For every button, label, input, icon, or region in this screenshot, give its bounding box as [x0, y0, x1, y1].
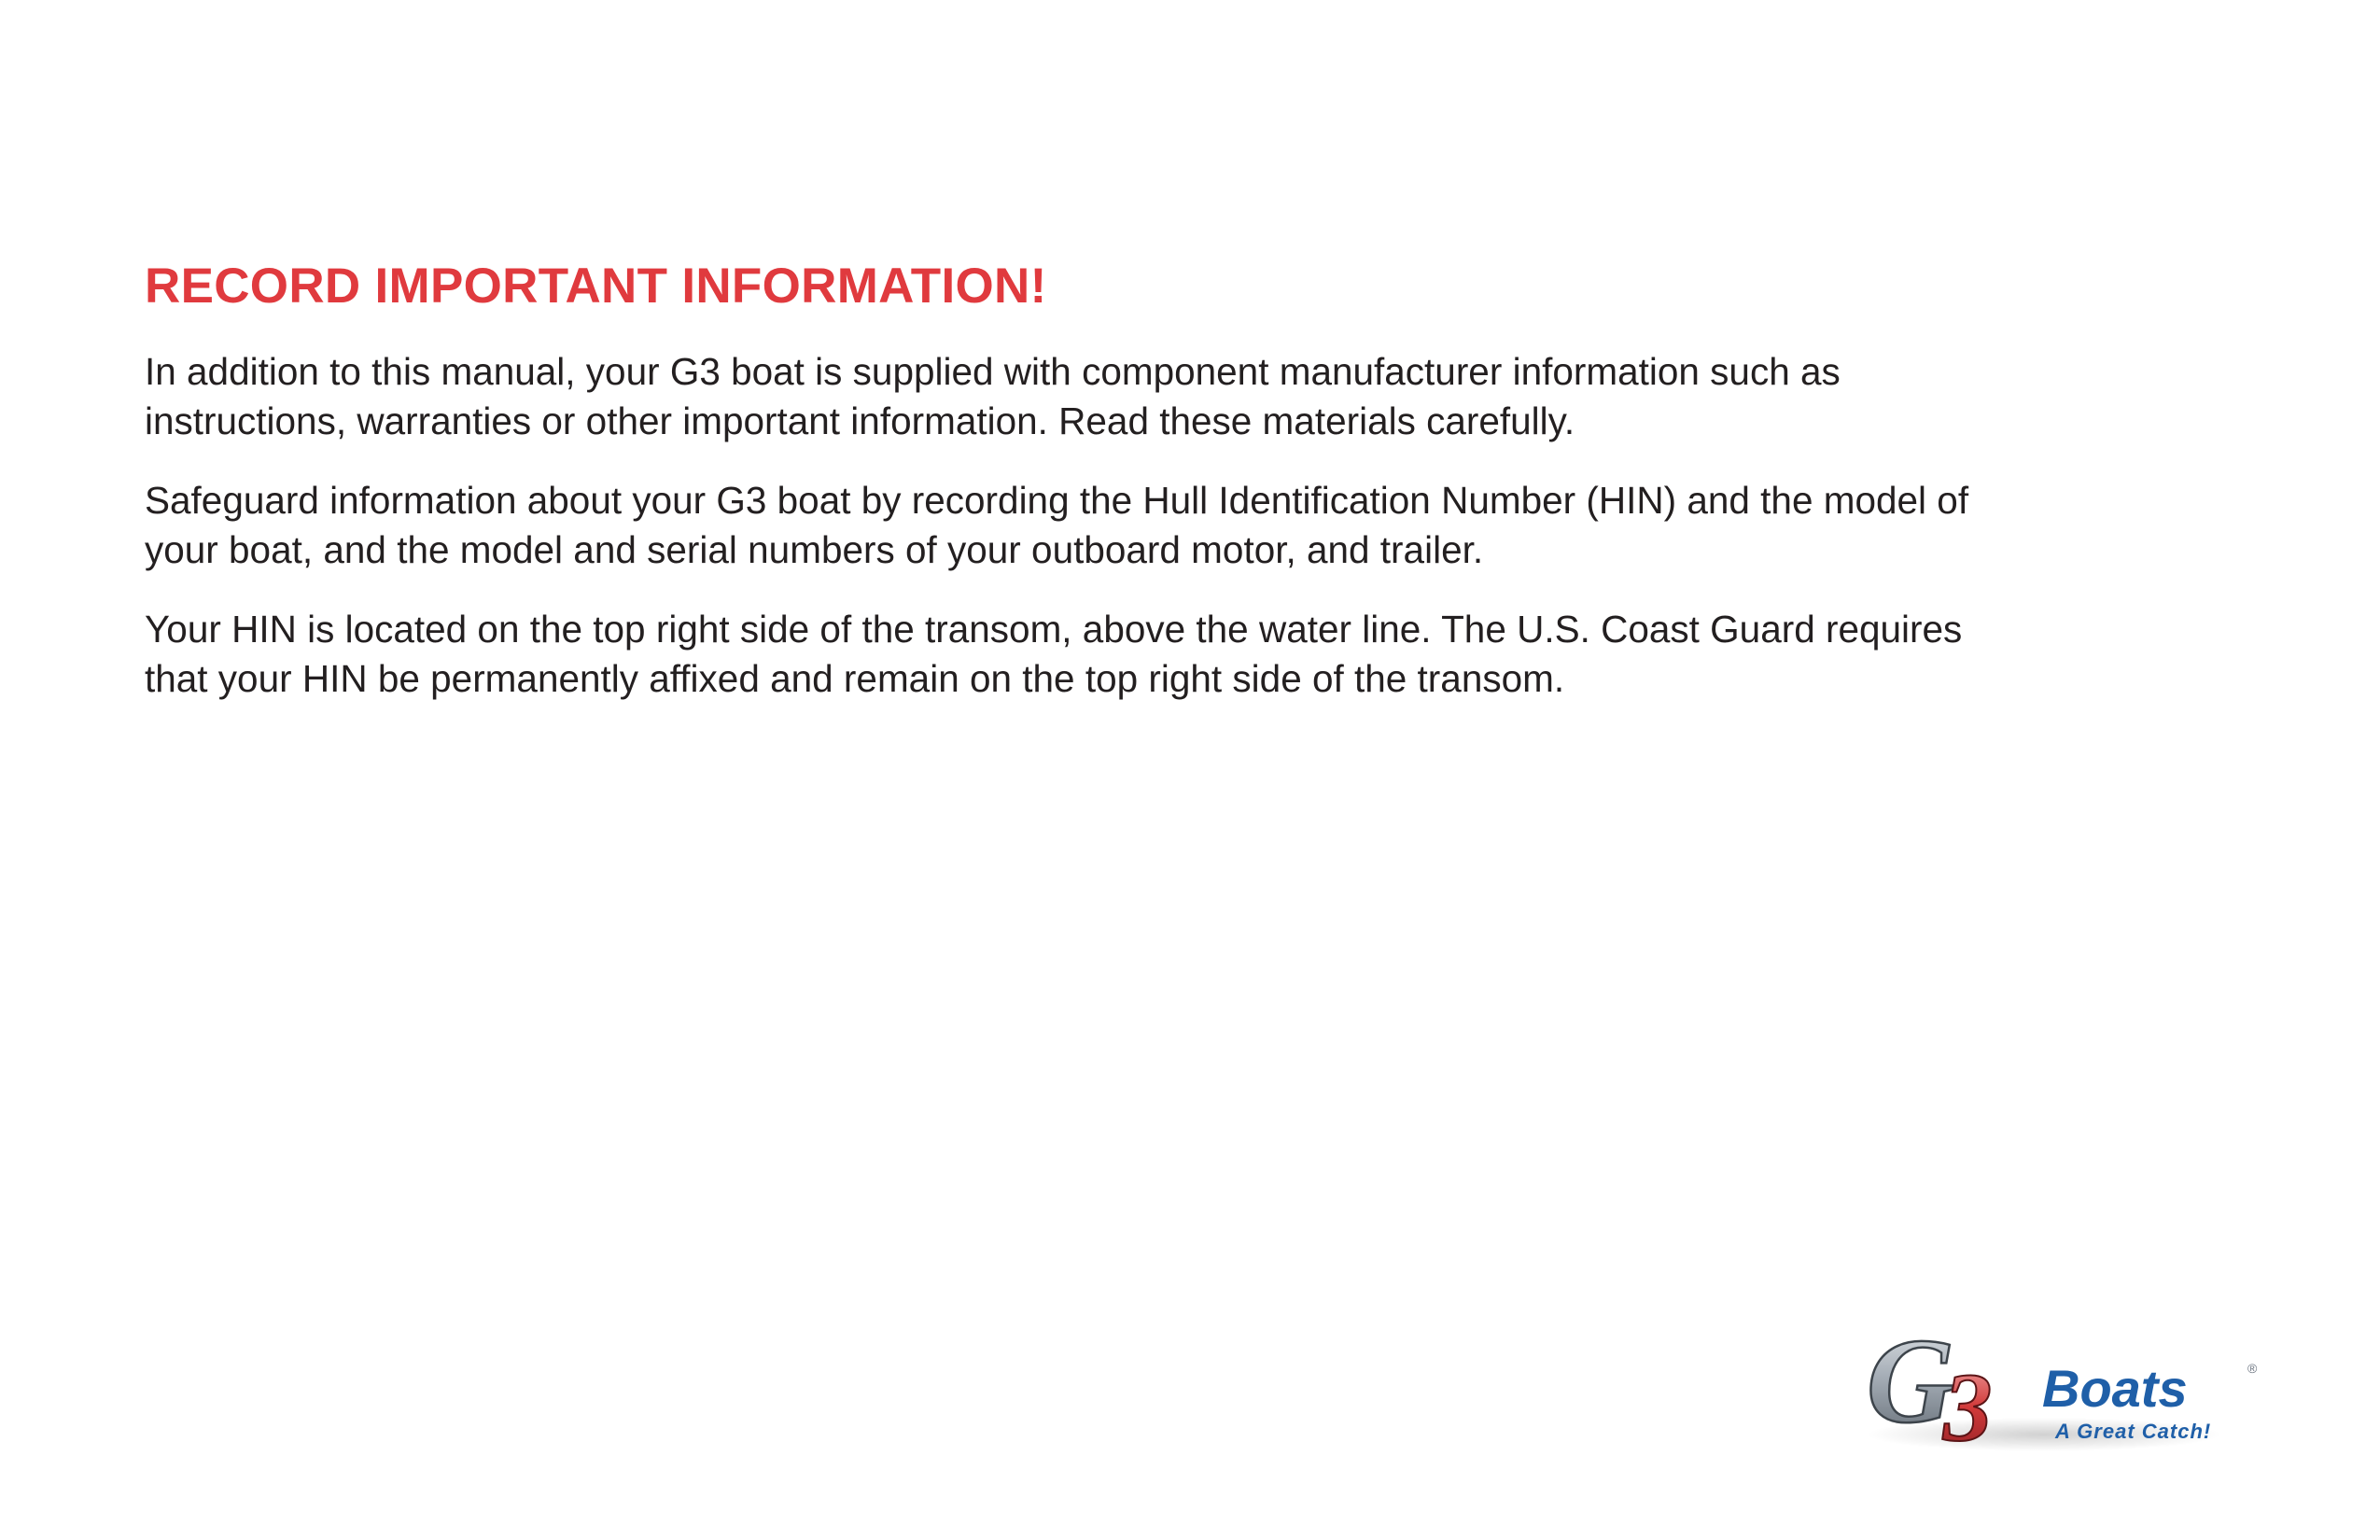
logo-g-letter: G: [1867, 1314, 1954, 1449]
paragraph-line: In addition to this manual, your G3 boat is supplied with component manufacturer information such as: [145, 350, 1841, 393]
paragraph-safeguard-info: [145, 476, 2291, 575]
paragraph-line: that your HIN be permanently affixed and remain on the top right side of the transom.: [145, 657, 1565, 700]
logo-registered-mark: ®: [2247, 1361, 2258, 1376]
paragraph-line: Safeguard information about your G3 boat by recording the Hull Identification Number (HIN) and the model of: [145, 479, 1969, 522]
content-area: [145, 254, 2291, 734]
page-heading: RECORD IMPORTANT INFORMATION!: [145, 259, 1047, 314]
paragraph-manual-info: [145, 347, 2291, 446]
g3-boats-logo-graphic: [1857, 1311, 2268, 1461]
logo-brand-text: Boats: [2042, 1359, 2188, 1418]
paragraph-line: instructions, warranties or other important information. Read these materials carefully.: [145, 399, 1575, 442]
paragraph-hin-location: [145, 605, 2291, 704]
paragraph-line: Your HIN is located on the top right side of the transom, above the water line. The U.S. Coast Guard requires: [145, 608, 1963, 651]
g3-boats-logo: [1857, 1311, 2268, 1461]
logo-3-digit: 3: [1943, 1352, 1993, 1461]
logo-tagline: A Great Catch!: [2055, 1420, 2212, 1443]
paragraph-line: your boat, and the model and serial numbers of your outboard motor, and trailer.: [145, 528, 1484, 571]
